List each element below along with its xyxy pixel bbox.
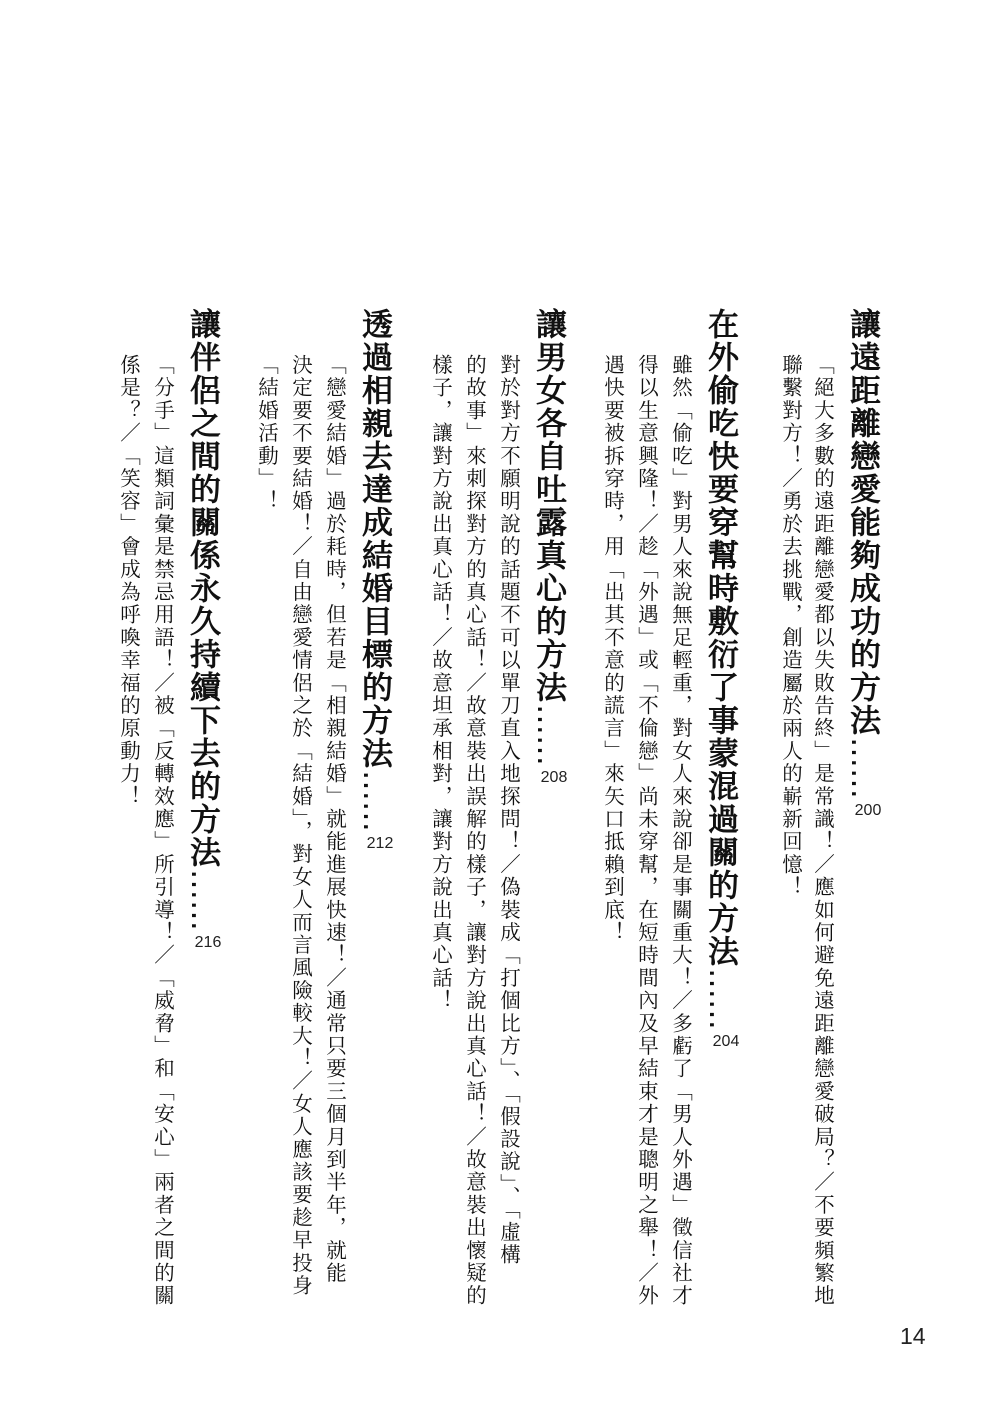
entry-title <box>356 308 394 852</box>
entry-title-text: 在外偷吃快要穿幫時敷衍了事蒙混過關的方法 <box>702 308 738 968</box>
leader-dots: …… <box>184 869 220 931</box>
toc-entry <box>112 308 222 1308</box>
toc-entry <box>778 308 882 1308</box>
entry-page-number: 200 <box>854 802 882 819</box>
entry-title-text: 讓遠距離戀愛能夠成功的方法 <box>844 308 880 737</box>
entry-description-line: 「結婚活動」！ <box>254 354 279 513</box>
toc-entry <box>252 308 392 1308</box>
leader-dots: …… <box>530 704 566 766</box>
entry-description-line: 決定要不要結婚！／自由戀愛情侶之於「結婚」，對女人而言風險較大！／女人應該要趁早投身 <box>288 354 313 1298</box>
entry-title-text: 讓伴侶之間的關係永久持續下去的方法 <box>184 308 220 869</box>
entry-title <box>530 308 568 786</box>
entry-description-line: 係是？／「笑容」會成為呼喚幸福的原動力！ <box>116 354 141 808</box>
entry-description-line: 樣子，讓對方說出真心話！／故意坦承相對，讓對方說出真心話！ <box>428 354 453 1013</box>
entry-page-number: 208 <box>540 769 568 786</box>
entry-title-text: 讓男女各自吐露真心的方法 <box>530 308 566 704</box>
entry-description-line: 「分手」這類詞彙是禁忌用語！／被「反轉效應」所引導！／「威脅」和「安心」兩者之間的關 <box>150 354 175 1308</box>
page-number: 14 <box>900 1323 926 1349</box>
entry-page-number: 212 <box>366 835 394 852</box>
entry-page-number: 216 <box>194 934 222 951</box>
entry-title <box>702 308 740 1050</box>
entry-title <box>844 308 882 819</box>
entry-description-line: 雖然「偷吃」對男人來說無足輕重，對女人來說卻是事關重大！／多虧了「男人外遇」徵信社才 <box>668 354 693 1308</box>
entry-description-line: 遇快要被拆穿時，用「出其不意的謊言」來矢口抵賴到底！ <box>600 354 625 945</box>
toc-entry <box>598 308 738 1308</box>
entry-description-line: 聯繫對方！／勇於去挑戰，創造屬於兩人的嶄新回憶！ <box>778 354 803 899</box>
entry-description-line: 「絕大多數的遠距離戀愛都以失敗告終」是常識！／應如何避免遠距離戀愛破局？／不要頻繁地 <box>810 354 835 1308</box>
leader-dots: …… <box>356 770 392 832</box>
entry-description-line: 得以生意興隆！／趁「外遇」或「不倫戀」尚未穿幫，在短時間內及早結束才是聰明之舉！／外 <box>634 354 659 1308</box>
leader-dots: …… <box>702 968 738 1030</box>
leader-dots: …… <box>844 737 880 799</box>
toc-entry <box>428 308 568 1308</box>
entry-description-line: 「戀愛結婚」過於耗時，但若是「相親結婚」就能進展快速！／通常只要三個月到半年，就能 <box>322 354 347 1285</box>
entry-title-text: 透過相親去達成結婚目標的方法 <box>356 308 392 770</box>
entry-title <box>184 308 222 951</box>
entry-description-line: 對於對方不願明說的話題不可以單刀直入地探問！／偽裝成「打個比方」、「假設說」、「虛構 <box>496 354 521 1267</box>
entry-description-line: 的故事」來刺探對方的真心話！／故意裝出誤解的樣子，讓對方說出真心話！／故意裝出懷疑的 <box>462 354 487 1308</box>
entry-page-number: 204 <box>712 1033 740 1050</box>
